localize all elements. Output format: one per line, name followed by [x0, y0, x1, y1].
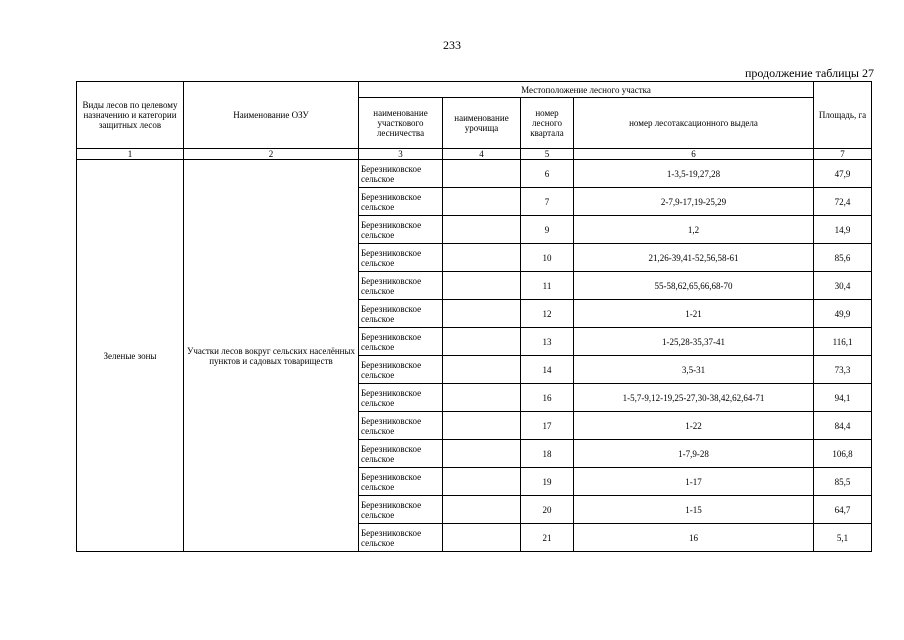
tract-cell: [443, 160, 521, 188]
table-continuation-label: продолжение таблицы 27: [744, 66, 874, 80]
district-cell: Березниковское сельское: [359, 384, 443, 412]
allotment-cell: 1-3,5-19,27,28: [574, 160, 814, 188]
header-district: наименование участкового лесничества: [359, 98, 443, 149]
column-number: 3: [359, 149, 443, 160]
quarter-cell: 17: [521, 412, 574, 440]
area-cell: 73,3: [814, 356, 872, 384]
tract-cell: [443, 328, 521, 356]
area-cell: 85,5: [814, 468, 872, 496]
area-cell: 14,9: [814, 216, 872, 244]
column-number: 6: [574, 149, 814, 160]
allotment-cell: 1-15: [574, 496, 814, 524]
district-cell: Березниковское сельское: [359, 468, 443, 496]
header-ozu-name: Наименование ОЗУ: [184, 82, 359, 149]
allotment-cell: 1-17: [574, 468, 814, 496]
allotment-cell: 1-25,28-35,37-41: [574, 328, 814, 356]
table-row: [77, 160, 872, 188]
area-cell: 106,8: [814, 440, 872, 468]
quarter-cell: 14: [521, 356, 574, 384]
area-cell: 49,9: [814, 300, 872, 328]
district-cell: Березниковское сельское: [359, 328, 443, 356]
district-cell: Березниковское сельское: [359, 356, 443, 384]
tract-cell: [443, 524, 521, 552]
district-cell: Березниковское сельское: [359, 272, 443, 300]
quarter-cell: 11: [521, 272, 574, 300]
tract-cell: [443, 384, 521, 412]
area-cell: 64,7: [814, 496, 872, 524]
district-cell: Березниковское сельское: [359, 188, 443, 216]
header-tract: наименование урочища: [443, 98, 521, 149]
area-cell: 85,6: [814, 244, 872, 272]
forest-table: [76, 81, 872, 552]
column-number: 2: [184, 149, 359, 160]
quarter-cell: 19: [521, 468, 574, 496]
area-cell: 84,4: [814, 412, 872, 440]
district-cell: Березниковское сельское: [359, 216, 443, 244]
district-cell: Березниковское сельское: [359, 300, 443, 328]
area-cell: 47,9: [814, 160, 872, 188]
district-cell: Березниковское сельское: [359, 496, 443, 524]
district-cell: Березниковское сельское: [359, 440, 443, 468]
quarter-cell: 7: [521, 188, 574, 216]
tract-cell: [443, 412, 521, 440]
allotment-cell: 1-7,9-28: [574, 440, 814, 468]
column-number: 5: [521, 149, 574, 160]
allotment-cell: 55-58,62,65,66,68-70: [574, 272, 814, 300]
tract-cell: [443, 188, 521, 216]
allotment-cell: 21,26-39,41-52,56,58-61: [574, 244, 814, 272]
allotment-cell: 1-21: [574, 300, 814, 328]
tract-cell: [443, 440, 521, 468]
page-number: 233: [443, 38, 461, 52]
tract-cell: [443, 468, 521, 496]
district-cell: Березниковское сельское: [359, 524, 443, 552]
district-cell: Березниковское сельское: [359, 244, 443, 272]
quarter-cell: 6: [521, 160, 574, 188]
tract-cell: [443, 216, 521, 244]
allotment-cell: 1-22: [574, 412, 814, 440]
area-cell: 94,1: [814, 384, 872, 412]
tract-cell: [443, 300, 521, 328]
quarter-cell: 13: [521, 328, 574, 356]
area-cell: 30,4: [814, 272, 872, 300]
quarter-cell: 12: [521, 300, 574, 328]
ozu-name-cell: Участки лесов вокруг сельских населённых пунктов и садовых товариществ: [184, 160, 359, 552]
district-cell: Березниковское сельское: [359, 412, 443, 440]
tract-cell: [443, 272, 521, 300]
area-cell: 72,4: [814, 188, 872, 216]
district-cell: Березниковское сельское: [359, 160, 443, 188]
allotment-cell: 1-5,7-9,12-19,25-27,30-38,42,62,64-71: [574, 384, 814, 412]
allotment-cell: 16: [574, 524, 814, 552]
allotment-cell: 1,2: [574, 216, 814, 244]
header-forest-types: Виды лесов по целевому назначению и категории защитных лесов: [77, 82, 184, 149]
quarter-cell: 18: [521, 440, 574, 468]
header-area: Площадь, га: [814, 82, 872, 149]
quarter-cell: 21: [521, 524, 574, 552]
column-number: 1: [77, 149, 184, 160]
allotment-cell: 2-7,9-17,19-25,29: [574, 188, 814, 216]
tract-cell: [443, 496, 521, 524]
header-allotment: номер лесотаксационного выдела: [574, 98, 814, 149]
tract-cell: [443, 244, 521, 272]
forest-type-cell: Зеленые зоны: [77, 160, 184, 552]
header-location: Местоположение лесного участка: [359, 82, 814, 98]
quarter-cell: 10: [521, 244, 574, 272]
column-number-row: [77, 149, 872, 160]
area-cell: 116,1: [814, 328, 872, 356]
column-number: 4: [443, 149, 521, 160]
tract-cell: [443, 356, 521, 384]
quarter-cell: 9: [521, 216, 574, 244]
quarter-cell: 20: [521, 496, 574, 524]
column-number: 7: [814, 149, 872, 160]
header-quarter: номер лесного квартала: [521, 98, 574, 149]
area-cell: 5,1: [814, 524, 872, 552]
quarter-cell: 16: [521, 384, 574, 412]
allotment-cell: 3,5-31: [574, 356, 814, 384]
